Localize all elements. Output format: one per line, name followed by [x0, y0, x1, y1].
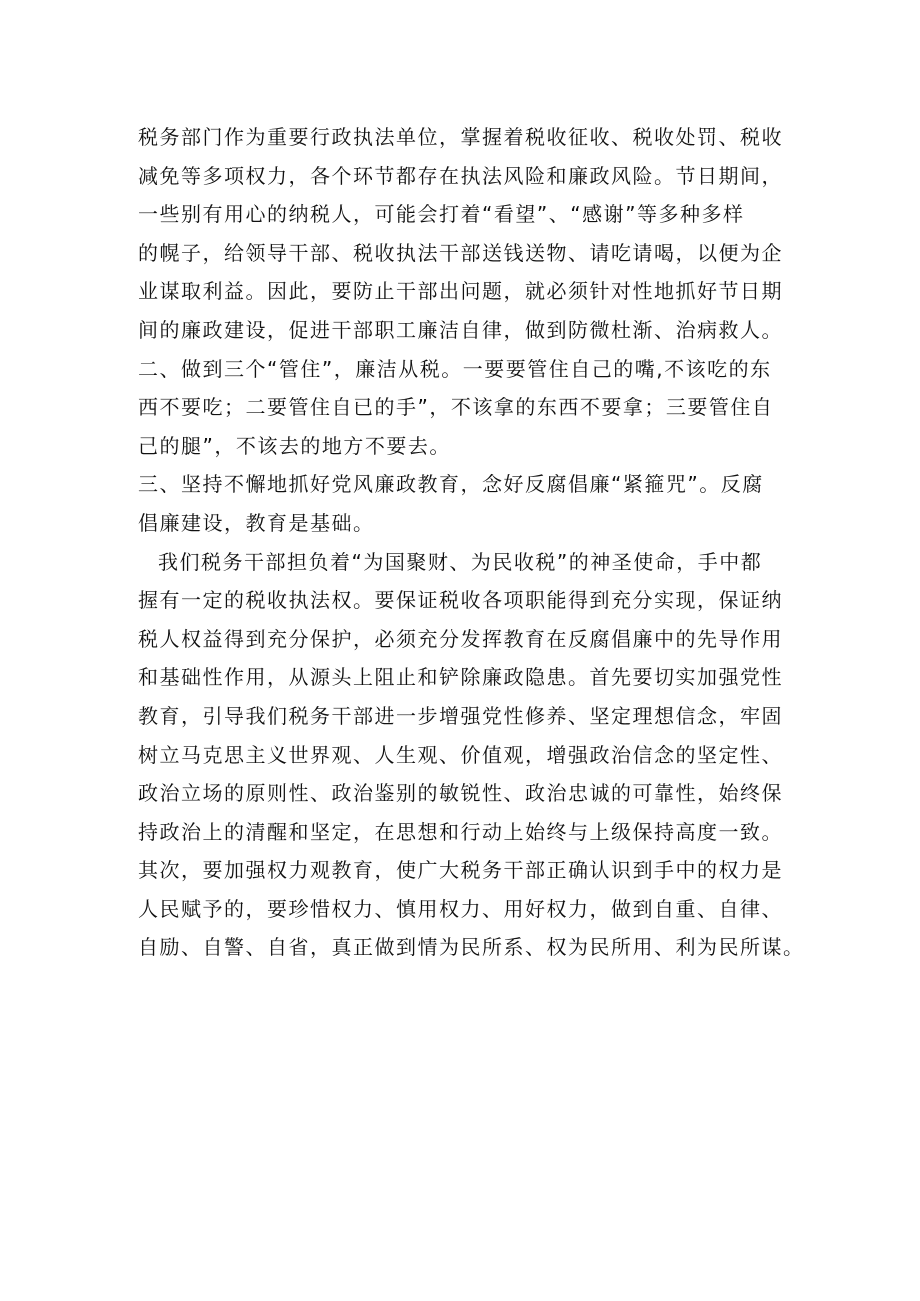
text-line: 间的廉政建设，促进干部职工廉洁自律，做到防微杜渐、治病救人。 [138, 317, 783, 342]
text-line: 的幌子，给领导干部、税收执法干部送钱送物、请吃请喝，以便为企 [138, 240, 783, 265]
section-heading-line: 二、做到三个“管住”，廉洁从税。一要要管住自己的嘴,不该吃的东 [138, 356, 772, 381]
text-line: 持政治上的清醒和坚定，在思想和行动上始终与上级保持高度一致。 [138, 819, 783, 844]
text-line: 己的腿”，不该去的地方不要去。 [138, 433, 451, 458]
document-body [138, 118, 818, 967]
text-line: 税务部门作为重要行政执法单位，掌握着税收征收、税收处罚、税收 [138, 125, 783, 149]
text-line: 西不要吃；二要管住自已的手”，不该拿的东西不要拿；三要管住自 [138, 395, 774, 420]
text-line: 教育，引导我们税务干部进一步增强党性修养、坚定理想信念，牢固 [138, 703, 783, 728]
text-line: 减免等多项权力，各个环节都存在执法风险和廉政风险。节日期间， [138, 163, 783, 188]
text-line: 税人权益得到充分保护，必须充分发挥教育在反腐倡廉中的先导作用 [138, 626, 783, 651]
text-line: 倡廉建设，教育是基础。 [138, 510, 375, 535]
paragraph-first-line: 我们税务干部担负着“为国聚财、为民收税”的神圣使命，手中都 [158, 549, 763, 574]
text-line: 其次，要加强权力观教育，使广大税务干部正确认识到手中的权力是 [138, 858, 783, 883]
text-line: 和基础性作用，从源头上阻止和铲除廉政隐患。首先要切实加强党性 [138, 665, 783, 690]
text-line: 一些别有用心的纳税人，可能会打着“看望”、“感谢”等多种多样 [138, 202, 745, 227]
text-line: 人民赋予的，要珍惜权力、慎用权力、用好权力，做到自重、自律、 [138, 896, 783, 921]
text-line: 自励、自警、自省，真正做到情为民所系、权为民所用、利为民所谋。 [138, 935, 805, 960]
section-heading-line: 三、坚持不懈地抓好党风廉政教育，念好反腐倡廉“紧箍咒”。反腐 [138, 472, 764, 497]
text-line: 业谋取利益。因此，要防止干部出问题，就必须针对性地抓好节日期 [138, 279, 783, 304]
text-line: 树立马克思主义世界观、人生观、价值观，增强政治信念的坚定性、 [138, 742, 783, 767]
text-line: 政治立场的原则性、政治鉴别的敏锐性、政治忠诚的可靠性，始终保 [138, 781, 783, 806]
text-line: 握有一定的税收执法权。要保证税收各项职能得到充分实现，保证纳 [138, 588, 783, 613]
